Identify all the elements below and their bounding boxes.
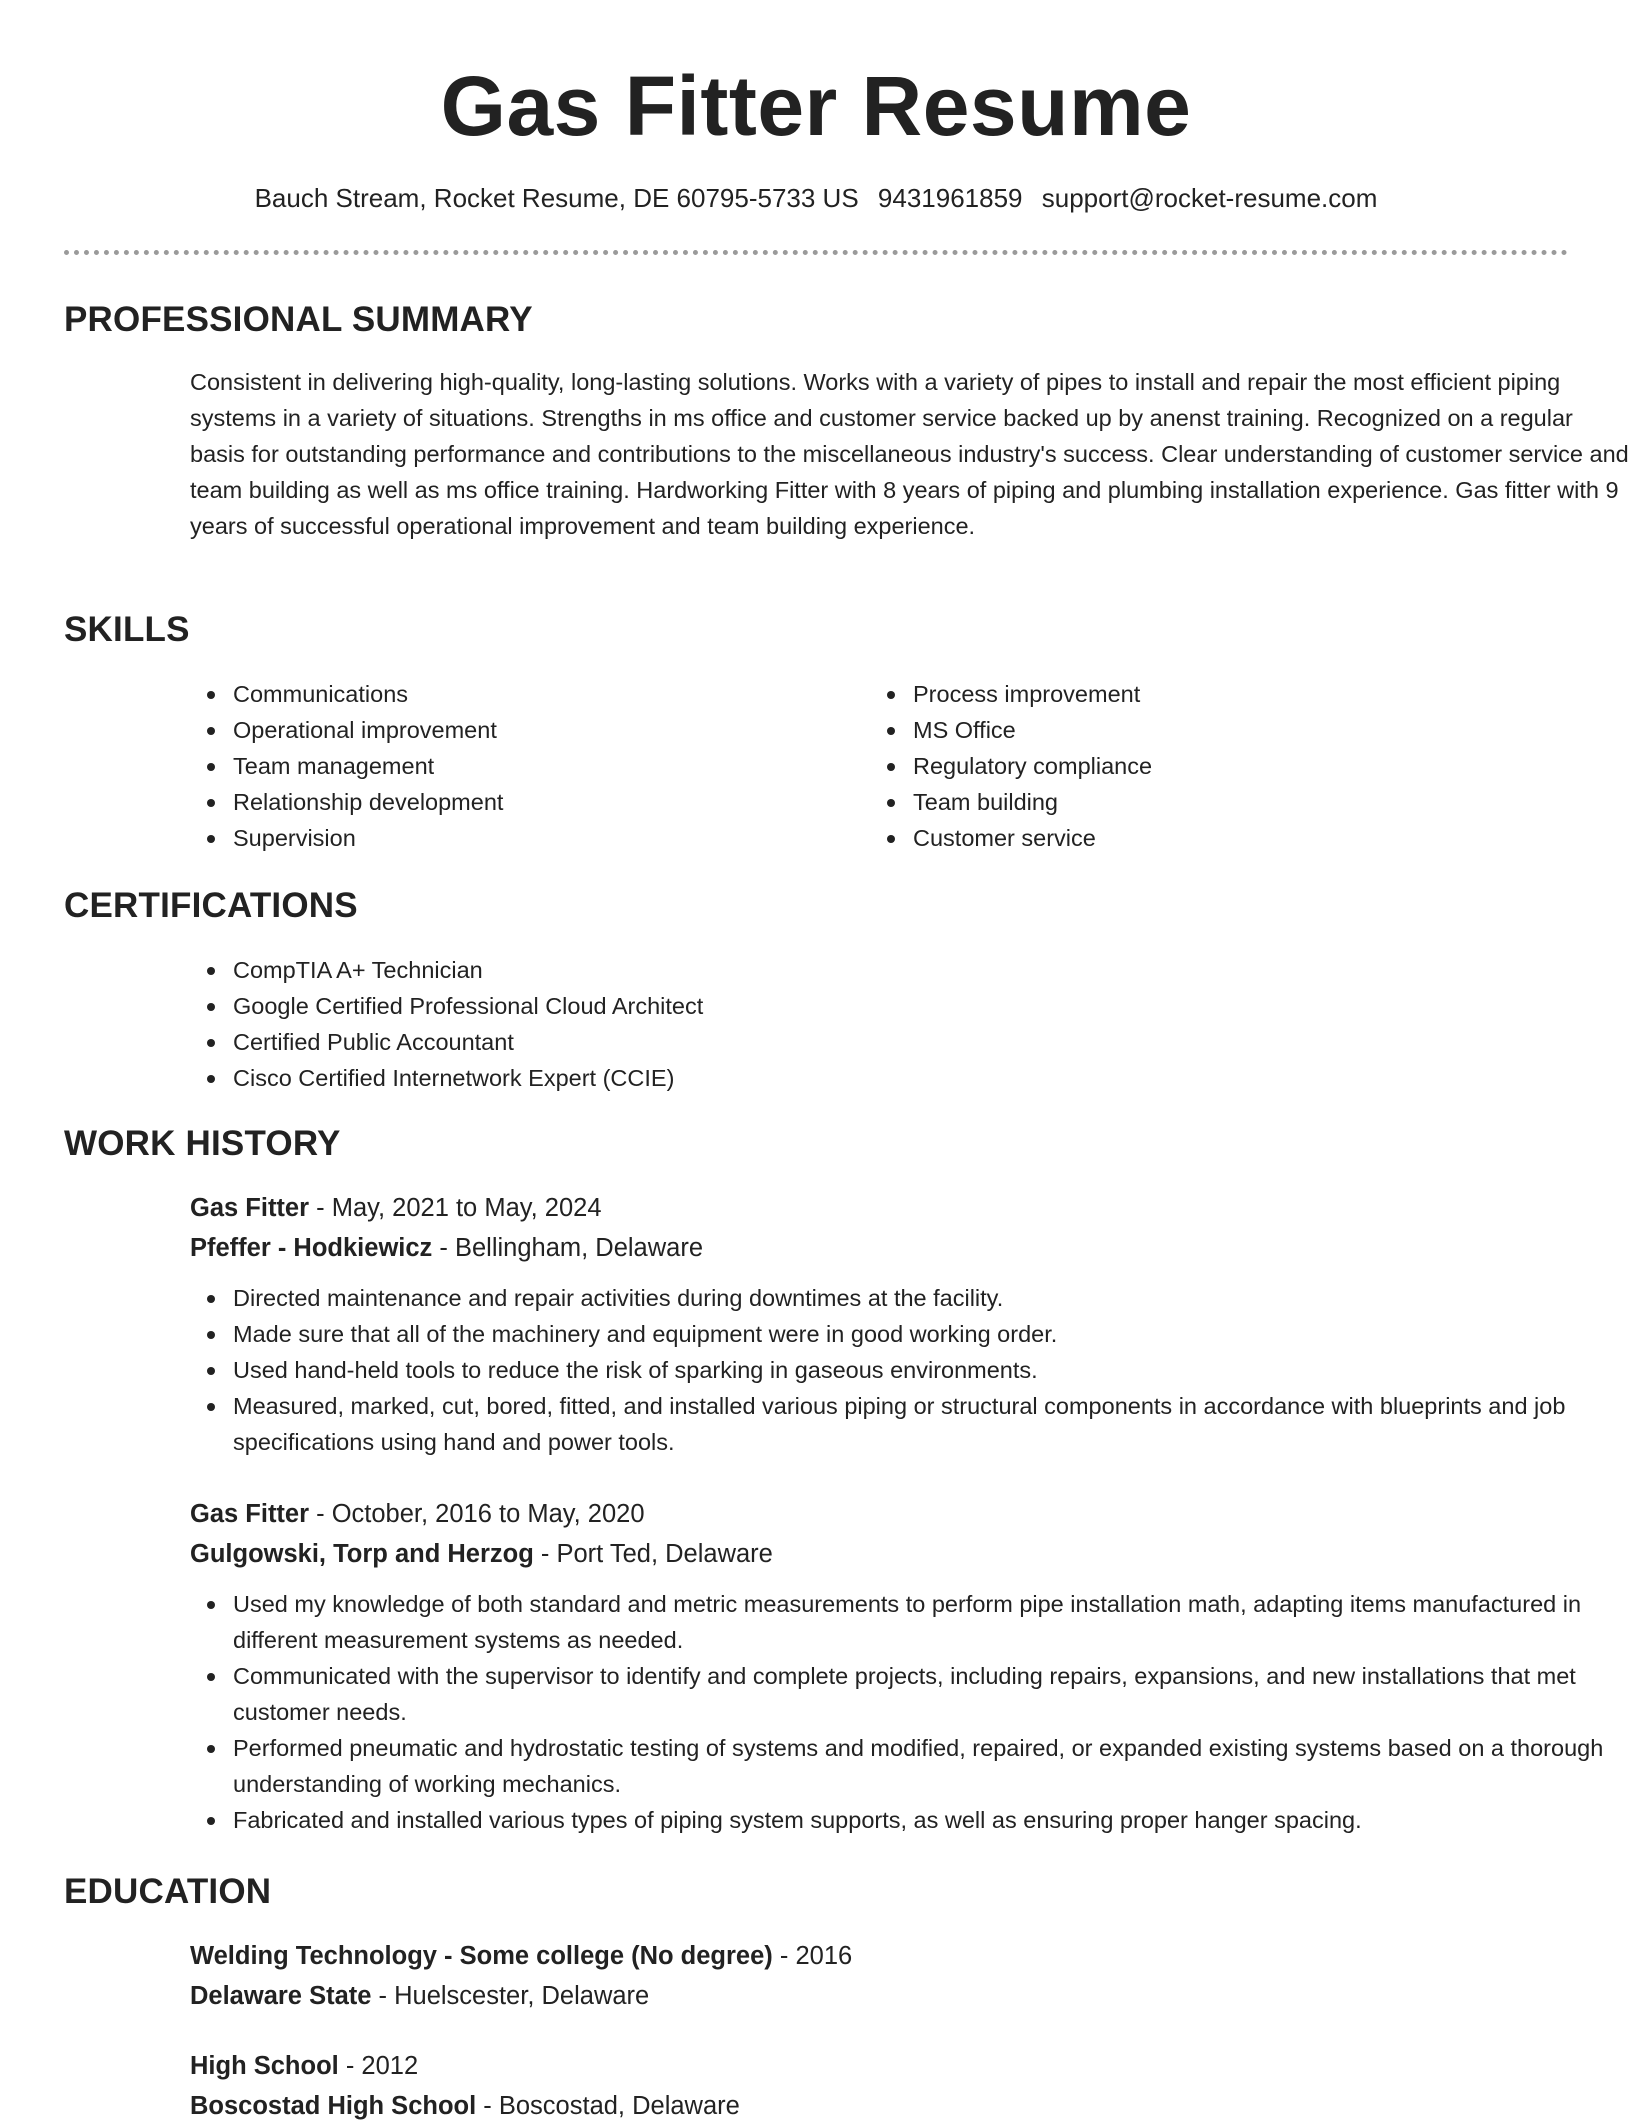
list-item: Customer service	[870, 820, 1490, 856]
list-item: Fabricated and installed various types of piping system supports, as well as ensuring proper hanger spacing.	[190, 1802, 1630, 1838]
section-heading-work-history: WORK HISTORY	[64, 1124, 341, 1163]
list-item: Regulatory compliance	[870, 748, 1490, 784]
list-item: Operational improvement	[190, 712, 810, 748]
education-entry-1	[190, 1936, 1630, 2016]
list-item: Directed maintenance and repair activities during downtimes at the facility.	[190, 1280, 1630, 1316]
job-duties-list	[190, 1280, 1630, 1460]
list-item: Used hand-held tools to reduce the risk of sparking in gaseous environments.	[190, 1352, 1630, 1388]
list-item: Cisco Certified Internetwork Expert (CCIE)	[190, 1060, 1390, 1096]
list-item: Communicated with the supervisor to identify and complete projects, including repairs, expansions, and new installations that met customer needs.	[190, 1658, 1630, 1730]
job-title: Gas Fitter	[190, 1194, 310, 1222]
education-degree: Welding Technology - Some college (No degree)	[190, 1942, 773, 1970]
list-item: Team management	[190, 748, 810, 784]
education-school: Delaware State	[190, 1982, 372, 2010]
education-location: - Boscostad, Delaware	[476, 2092, 740, 2120]
education-degree: High School	[190, 2052, 339, 2080]
skills-list-right	[870, 676, 1490, 856]
job-company-line	[190, 1228, 1630, 1268]
job-title: Gas Fitter	[190, 1500, 310, 1528]
list-item: Made sure that all of the machinery and equipment were in good working order.	[190, 1316, 1630, 1352]
job-company: Gulgowski, Torp and Herzog	[190, 1540, 534, 1568]
list-item: Performed pneumatic and hydrostatic testing of systems and modified, repaired, or expanded existing systems based on a thorough understanding of working mechanics.	[190, 1730, 1630, 1802]
job-entry-1	[190, 1188, 1630, 1460]
job-company: Pfeffer - Hodkiewicz	[190, 1234, 433, 1262]
education-year: - 2016	[772, 1942, 853, 1970]
resume-page	[64, 0, 1629, 2120]
job-location: - Port Ted, Delaware	[533, 1540, 773, 1568]
education-school-line	[190, 2086, 1630, 2126]
list-item: Relationship development	[190, 784, 810, 820]
education-degree-line	[190, 1936, 1630, 1976]
job-location: - Bellingham, Delaware	[432, 1234, 704, 1262]
list-item: Supervision	[190, 820, 810, 856]
list-item: Used my knowledge of both standard and metric measurements to perform pipe installation math, adapting items manufactured in different measurement systems as needed.	[190, 1586, 1630, 1658]
header-divider	[64, 250, 1568, 255]
education-school-line	[190, 1976, 1630, 2016]
job-entry-2	[190, 1494, 1630, 1838]
job-dates: - October, 2016 to May, 2020	[309, 1500, 645, 1528]
certifications-list	[190, 952, 1390, 1096]
education-entry-2	[190, 2046, 1630, 2126]
list-item: Google Certified Professional Cloud Architect	[190, 988, 1390, 1024]
job-duties-list	[190, 1586, 1630, 1838]
section-heading-summary: PROFESSIONAL SUMMARY	[64, 300, 533, 339]
contact-email: support@rocket-resume.com	[1041, 183, 1378, 213]
education-location: - Huelscester, Delaware	[371, 1982, 650, 2010]
list-item: Process improvement	[870, 676, 1490, 712]
section-heading-skills: SKILLS	[64, 610, 190, 649]
resume-title: Gas Fitter Resume	[440, 59, 1192, 153]
list-item: MS Office	[870, 712, 1490, 748]
job-title-line	[190, 1188, 1630, 1228]
list-item: Certified Public Accountant	[190, 1024, 1390, 1060]
skills-list-left	[190, 676, 810, 856]
education-degree-line	[190, 2046, 1630, 2086]
list-item: Communications	[190, 676, 810, 712]
contact-line	[64, 180, 1568, 216]
list-item: CompTIA A+ Technician	[190, 952, 1390, 988]
job-company-line	[190, 1534, 1630, 1574]
education-school: Boscostad High School	[190, 2092, 477, 2120]
job-title-line	[190, 1494, 1630, 1534]
section-heading-education: EDUCATION	[64, 1872, 272, 1911]
list-item: Team building	[870, 784, 1490, 820]
list-item: Measured, marked, cut, bored, fitted, and installed various piping or structural components in accordance with blueprints and job specifications using hand and power tools.	[190, 1388, 1630, 1460]
job-dates: - May, 2021 to May, 2024	[309, 1194, 602, 1222]
summary-text: Consistent in delivering high-quality, long-lasting solutions. Works with a variety of pipes to install and repair the most efficient piping systems in a variety of situations. Strengths in ms office and customer service backed up by anenst training. Recognized on a regular basis for outstanding performance and contributions to the miscellaneous industry's success. Clear understanding of customer service and team building as well as ms office training. Hardworking Fitter with 8 years of piping and plumbing installation experience. Gas fitter with 9 years of successful operational improvement and team building experience.	[190, 369, 1629, 539]
contact-address: Bauch Stream, Rocket Resume, DE 60795-5733 US	[254, 183, 859, 213]
education-year: - 2012	[338, 2052, 419, 2080]
section-heading-certifications: CERTIFICATIONS	[64, 886, 358, 925]
contact-phone: 9431961859	[877, 183, 1023, 213]
